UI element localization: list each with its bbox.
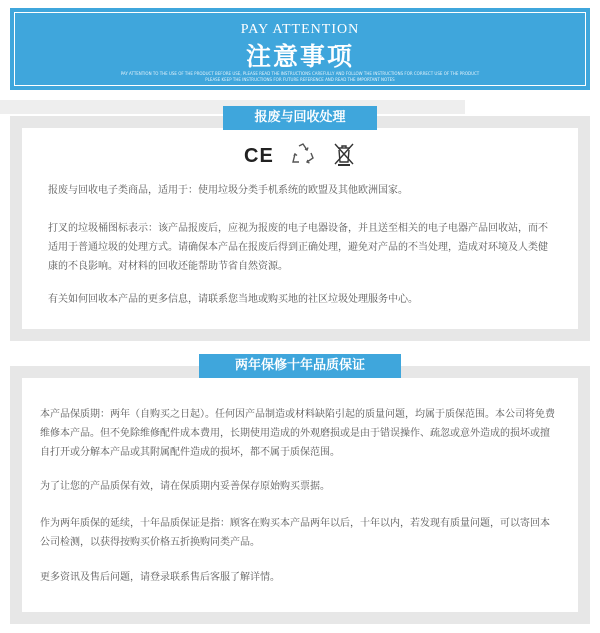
header-banner: [10, 8, 590, 90]
recycling-section-header: 报废与回收处理: [223, 106, 377, 130]
recycle-icon: [290, 142, 316, 170]
ce-mark-icon: CE: [244, 145, 274, 167]
warranty-para-4: 更多资讯及售后问题，请登录联系售后客服了解详情。: [40, 572, 280, 583]
recycling-para-2: 打叉的垃圾桶图标表示：该产品报废后，应视为报废的电子电器设备，并且送至相关的电子电器产品回收站，而不适用于普通垃圾的处理方式。请确保本产品在报废后得到正确处理，避免对产品的不当处理，造成对环境及人类健康的不良影响。对材料的回收还能帮助节省自然资源。: [48, 223, 548, 272]
banner-title-en: PAY ATTENTION: [240, 22, 360, 37]
banner-title-cn: 注意事项: [245, 42, 354, 71]
recycling-para-1: 报废与回收电子类商品，适用于：使用垃圾分类手机系统的欧盟及其他欧洲国家。: [48, 185, 408, 196]
warranty-section-header: 两年保修十年品质保证: [199, 354, 401, 378]
warranty-para-3: 作为两年质保的延续，十年品质保证是指：顾客在购买本产品两年以后，十年以内，若发现有质量问题，可以寄回本公司检测，以获得按购买价格五折换购同类产品。: [40, 518, 550, 548]
warranty-para-2: 为了让您的产品质保有效，请在保质期内妥善保存原始购买票据。: [40, 481, 330, 492]
crossed-out-bin-icon: [332, 141, 356, 171]
warranty-para-1: 本产品保质期：两年（自购买之日起）。任何因产品制造或材料缺陷引起的质量问题，均属于质保范围。本公司将免费维修本产品。但不免除维修配件成本费用，长期使用造成的外观磨损或是由于错误操作、疏忽或意外造成的损坏或擅自打开或分解本产品或其附属配件造成的损坏，都不属于质保范围。: [40, 409, 555, 458]
banner-fine-print-2: PLEASE KEEP THE INSTRUCTIONS FOR FUTURE REFERENCE AND READ THE IMPORTANT NOTES: [205, 77, 395, 82]
recycling-para-3: 有关如何回收本产品的更多信息，请联系您当地或购买地的社区垃圾处理服务中心。: [48, 294, 418, 305]
banner-fine-print-1: PAY ATTENTION TO THE USE OF THE PRODUCT BEFORE USE, PLEASE READ THE INSTRUCTIONS CAREFULLY AND FOLLOW THE INSTRUCTIONS FOR CORRECT USE OF THE PRODUCT: [120, 71, 480, 76]
certification-icons: [244, 143, 356, 169]
